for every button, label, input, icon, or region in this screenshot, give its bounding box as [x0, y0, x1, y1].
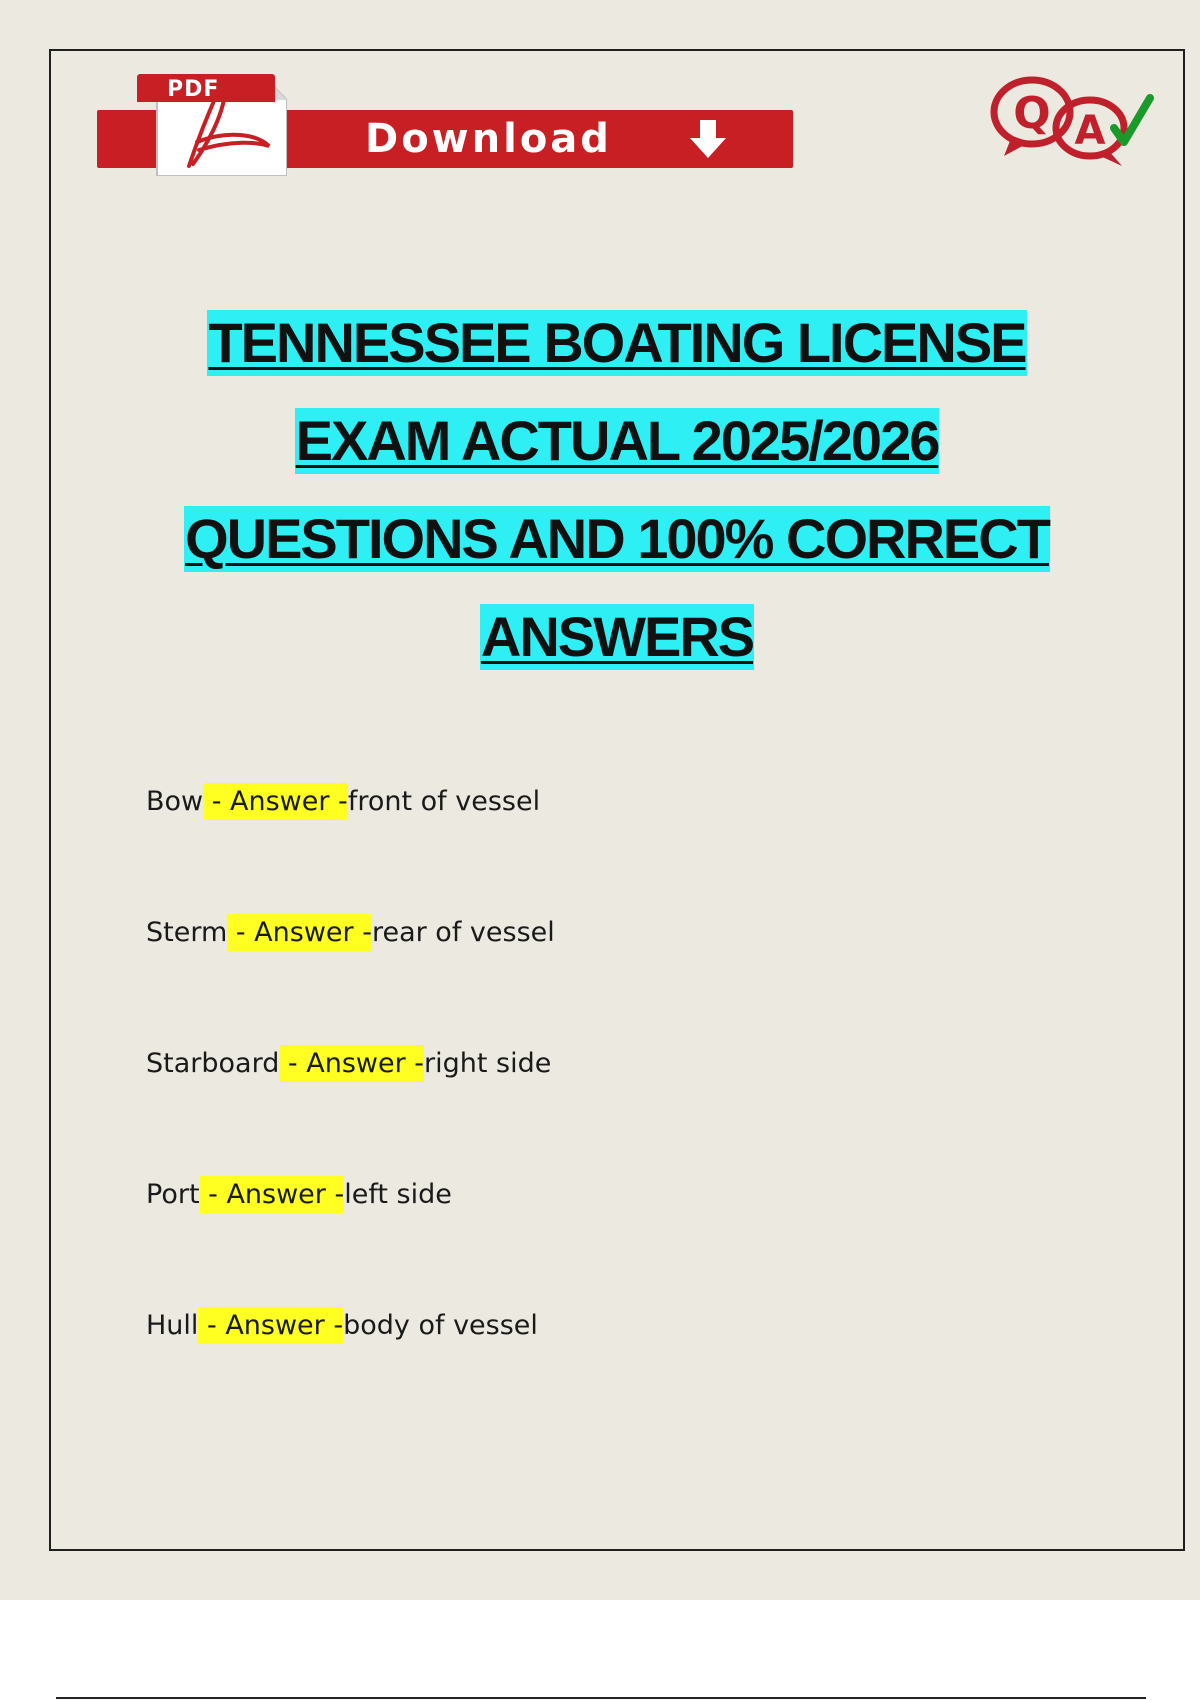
qa-term: Starboard	[146, 1048, 280, 1079]
download-label: Download	[365, 116, 612, 162]
logo-q-letter: Q	[1013, 88, 1051, 139]
answer-separator: - Answer -	[198, 1307, 343, 1344]
title-line-text: TENNESSEE BOATING LICENSE	[208, 311, 1026, 374]
pdf-file-icon	[137, 72, 287, 176]
document-title	[49, 310, 1185, 702]
title-line-text: EXAM ACTUAL 2025/2026	[295, 409, 939, 472]
answer-separator: - Answer -	[227, 914, 372, 951]
qa-logo	[990, 70, 1160, 170]
answer-separator: - Answer -	[203, 783, 348, 820]
answer-separator: - Answer -	[279, 1045, 424, 1082]
title-line	[49, 604, 1185, 702]
logo-a-letter: A	[1074, 108, 1106, 154]
qa-term: Bow	[146, 786, 204, 817]
title-line	[49, 310, 1185, 408]
pdf-download-banner[interactable]	[97, 70, 793, 180]
answer-separator: - Answer -	[200, 1176, 345, 1213]
qa-term: Hull	[146, 1310, 199, 1341]
title-line	[49, 408, 1185, 506]
qa-answer: left side	[344, 1179, 452, 1210]
qa-answer: front of vessel	[347, 786, 541, 817]
qa-term: Port	[146, 1179, 200, 1210]
title-line	[49, 506, 1185, 604]
title-line-text: ANSWERS	[480, 605, 754, 668]
qa-item	[146, 1042, 1046, 1173]
qa-answer: body of vessel	[343, 1310, 538, 1341]
qa-speech-bubble-icon	[990, 70, 1160, 170]
download-arrow-icon	[687, 118, 729, 160]
qa-item	[146, 780, 1046, 911]
pdf-label: PDF	[167, 77, 220, 102]
pdf-tab	[137, 74, 275, 102]
page-divider	[56, 1697, 1146, 1699]
qa-list	[146, 780, 1046, 1435]
qa-item	[146, 1304, 1046, 1435]
qa-answer: right side	[424, 1048, 552, 1079]
qa-item	[146, 1173, 1046, 1304]
qa-answer: rear of vessel	[371, 917, 555, 948]
qa-term: Sterm	[146, 917, 228, 948]
qa-item	[146, 911, 1046, 1042]
title-line-text: QUESTIONS AND 100% CORRECT	[185, 507, 1049, 570]
